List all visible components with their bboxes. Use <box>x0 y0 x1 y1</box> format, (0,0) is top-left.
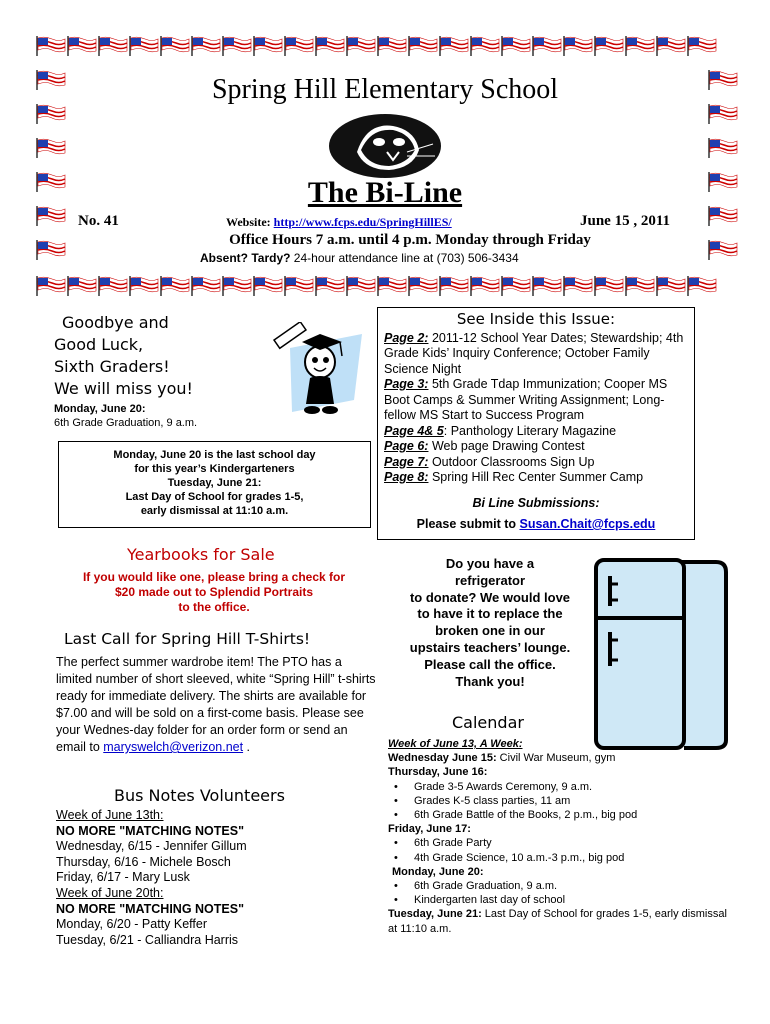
calendar-event: • 4th Grade Science, 10 a.m.-3 p.m., big pod <box>414 851 728 865</box>
absent-text: 24-hour attendance line at (703) 506-3434 <box>293 251 519 265</box>
bus-volunteer: Friday, 6/17 - Mary Lusk <box>56 870 190 885</box>
bus-volunteer: Monday, 6/20 - Patty Keffer <box>56 917 208 932</box>
flag-icon <box>346 276 376 296</box>
calendar-day-label: Thursday, June 16: <box>388 766 488 779</box>
website-line <box>226 215 452 230</box>
inside-item <box>384 331 688 378</box>
calendar-event: • Grades K-5 class parties, 11 am <box>414 794 728 808</box>
flag-icon <box>36 138 66 158</box>
flag-icon <box>501 36 531 56</box>
flag-icon <box>687 276 717 296</box>
flag-icon <box>708 104 738 124</box>
bus-volunteer: Wednesday, 6/15 - Jennifer Gillum <box>56 839 247 854</box>
calendar-day-text: Last Day of School for grades 1-5, early dismissal at 11:10 a.m. <box>388 908 727 935</box>
goodbye-heading <box>54 312 254 400</box>
flag-icon <box>532 36 562 56</box>
flag-icon <box>36 276 66 296</box>
inside-item <box>384 470 688 486</box>
calendar-event: • Grade 3-5 Awards Ceremony, 9 a.m. <box>414 780 728 794</box>
goodbye-line: We will miss you! <box>54 379 193 398</box>
calendar-events <box>388 879 728 907</box>
flag-icon <box>439 36 469 56</box>
goodbye-line: Good Luck, <box>54 335 144 354</box>
flag-icon <box>253 276 283 296</box>
flag-icon <box>656 276 686 296</box>
graduate-clipart <box>262 322 372 422</box>
refrigerator-clipart <box>592 556 732 752</box>
calendar-list <box>388 737 728 936</box>
kinder-line: early dismissal at 11:10 a.m. <box>140 505 289 517</box>
tshirt-tail: . <box>243 740 251 754</box>
flag-icon <box>315 36 345 56</box>
inside-page: Page 8: <box>384 470 429 484</box>
flag-icon <box>98 36 128 56</box>
bus-volunteer: Tuesday, 6/21 - Calliandra Harris <box>56 932 239 947</box>
bus-week: Week of June 20th: <box>56 885 164 900</box>
calendar-day-label: Monday, June 20: <box>392 865 484 878</box>
flag-icon <box>563 276 593 296</box>
yearbook-line: to the office. <box>178 600 250 614</box>
calendar-day <box>388 751 728 765</box>
fridge-line: refrigerator <box>454 572 526 588</box>
flag-icon <box>191 276 221 296</box>
flag-icon <box>708 138 738 158</box>
inside-page: Page 6: <box>384 439 429 453</box>
flag-icon <box>687 36 717 56</box>
flag-icon <box>532 276 562 296</box>
bus-week: Week of June 13th: <box>56 808 164 822</box>
website-label: Website: <box>226 215 271 229</box>
graduation-date <box>54 402 197 430</box>
goodbye-line: Sixth Graders! <box>54 357 170 376</box>
flag-icon <box>408 276 438 296</box>
flag-icon <box>656 36 686 56</box>
inside-text: 2011-12 School Year Dates; Stewardship; 4th Grade Kids’ Inquiry Conference; October Family Science Night <box>384 330 684 376</box>
flag-icon <box>98 276 128 296</box>
submit-email-link[interactable]: Susan.Chait@fcps.edu <box>519 517 656 531</box>
office-hours: Office Hours 7 a.m. until 4 p.m. Monday through Friday <box>229 232 591 248</box>
absent-line <box>200 251 519 265</box>
inside-page: Page 2: <box>384 330 429 345</box>
flag-icon <box>67 276 97 296</box>
issue-number: No. 41 <box>78 213 119 229</box>
grad-date-text: 6th Grade Graduation, 9 a.m. <box>54 417 198 429</box>
flag-icon <box>129 36 159 56</box>
website-link[interactable]: http://www.fcps.edu/SpringHillES/ <box>273 215 452 229</box>
flag-icon <box>36 36 66 56</box>
bus-notes-list <box>56 808 247 948</box>
calendar-events <box>388 780 728 823</box>
kinder-line: Last Day of School for grades 1-5, <box>125 491 304 503</box>
flag-icon <box>315 276 345 296</box>
flag-icon <box>408 36 438 56</box>
inside-item <box>384 455 688 471</box>
submissions-title-text: Bi Line Submissions: <box>472 495 600 510</box>
inside-item <box>384 377 688 424</box>
bus-no-more: NO MORE "MATCHING NOTES" <box>56 823 245 838</box>
fridge-line: Do you have a <box>445 556 535 571</box>
inside-text: 5th Grade Tdap Immunization; Cooper MS Boot Camps & Summer Writing Assignment; Long-fellow MS Start to Success Program <box>384 377 668 422</box>
inside-page: Page 7: <box>384 454 429 469</box>
tshirt-text <box>56 654 376 756</box>
flag-icon <box>346 36 376 56</box>
goodbye-line: Goodbye and <box>62 313 169 332</box>
fridge-line: upstairs teachers’ lounge. <box>409 639 571 655</box>
flag-icon <box>594 276 624 296</box>
flag-icon <box>222 36 252 56</box>
flag-icon <box>284 36 314 56</box>
inside-page: Page 4& 5 <box>384 423 444 438</box>
inside-text: Outdoor Classrooms Sign Up <box>428 454 595 469</box>
inside-page: Page 3: <box>384 377 429 391</box>
kinder-line: Tuesday, June 21: <box>167 477 262 489</box>
grad-date-label: Monday, June 20: <box>54 403 146 415</box>
tshirt-title: Last Call for Spring Hill T-Shirts! <box>64 630 311 648</box>
flag-icon <box>191 36 221 56</box>
yearbook-title: Yearbooks for Sale <box>127 545 275 564</box>
fridge-line: to have it to replace the <box>417 606 563 622</box>
fridge-line: Please call the office. <box>424 656 556 672</box>
yearbook-line: If you would like one, please bring a check for <box>82 570 346 584</box>
flag-icon <box>284 276 314 296</box>
calendar-event: • 6th Grade Battle of the Books, 2 p.m., big pod <box>414 808 728 822</box>
fridge-line: to donate? We would love <box>409 589 571 605</box>
submissions-title <box>384 496 688 512</box>
newsletter-title: The Bi-Line <box>307 176 463 209</box>
flag-icon <box>625 36 655 56</box>
flag-icon <box>470 36 500 56</box>
flag-icon <box>253 36 283 56</box>
flag-icon <box>563 36 593 56</box>
calendar-day-label: Friday, June 17: <box>388 823 471 836</box>
submit-line <box>384 517 688 533</box>
flag-icon <box>501 276 531 296</box>
flag-icon <box>625 276 655 296</box>
inside-text: Web page Drawing Contest <box>428 439 585 453</box>
inside-text: : Panthology Literary Magazine <box>443 423 617 438</box>
calendar-week: Week of June 13, A Week: <box>388 738 523 750</box>
tshirt-email-link[interactable]: maryswelch@verizon.net <box>103 740 244 754</box>
yearbook-line: $20 made out to Splendid Portraits <box>114 585 314 599</box>
calendar-day-label: Wednesday June 15: <box>388 752 497 765</box>
fridge-line: Thank you! <box>455 673 525 689</box>
fridge-line: broken one in our <box>435 623 545 639</box>
inside-text: Spring Hill Rec Center Summer Camp <box>428 470 644 484</box>
bus-no-more: NO MORE "MATCHING NOTES" <box>56 901 245 916</box>
inside-title: See Inside this Issue: <box>456 310 616 328</box>
bus-volunteer: Thursday, 6/16 - Michele Bosch <box>56 854 231 869</box>
flag-icon <box>594 36 624 56</box>
flag-icon <box>377 276 407 296</box>
calendar-day-text: Civil War Museum, gym <box>496 752 616 765</box>
calendar-event: • Kindergarten last day of school <box>414 893 728 907</box>
yearbook-text <box>54 570 374 615</box>
school-name: Spring Hill Elementary School <box>211 74 559 105</box>
kinder-line: Monday, June 20 is the last school day <box>113 449 316 461</box>
tshirt-body: The perfect summer wardrobe item! The PTO has a limited number of short sleeved, white “Spring Hill” t-shirts ready for immediate delivery. The shirts are available for $7.00 and will be sold on a first-come basis. Please see your Wednes-day folder for an order form or send an email to <box>56 655 376 754</box>
inside-this-issue-box <box>377 307 695 540</box>
calendar-event: • 6th Grade Party <box>414 836 728 850</box>
issue-date: June 15 , 2011 <box>580 213 671 229</box>
inside-item <box>384 439 688 455</box>
bus-notes-title: Bus Notes Volunteers <box>114 786 285 805</box>
flag-icon <box>160 36 190 56</box>
refrigerator-request <box>390 556 590 690</box>
calendar-title: Calendar <box>452 713 524 732</box>
submit-label: Please submit to <box>416 517 520 531</box>
flag-icon <box>222 276 252 296</box>
flag-icon <box>36 104 66 124</box>
flag-icon <box>67 36 97 56</box>
calendar-events <box>388 836 728 864</box>
panther-logo <box>327 112 443 180</box>
inside-item <box>384 424 688 440</box>
flag-icon <box>160 276 190 296</box>
flag-icon <box>129 276 159 296</box>
absent-label: Absent? Tardy? <box>200 251 291 265</box>
calendar-day <box>388 907 728 935</box>
flag-icon <box>439 276 469 296</box>
calendar-event: • 6th Grade Graduation, 9 a.m. <box>414 879 728 893</box>
calendar-day-label: Tuesday, June 21: <box>388 908 482 921</box>
kinder-line: for this year’s Kindergarteners <box>134 463 295 475</box>
kindergarten-box <box>58 441 371 528</box>
flag-icon <box>470 276 500 296</box>
flag-icon <box>377 36 407 56</box>
